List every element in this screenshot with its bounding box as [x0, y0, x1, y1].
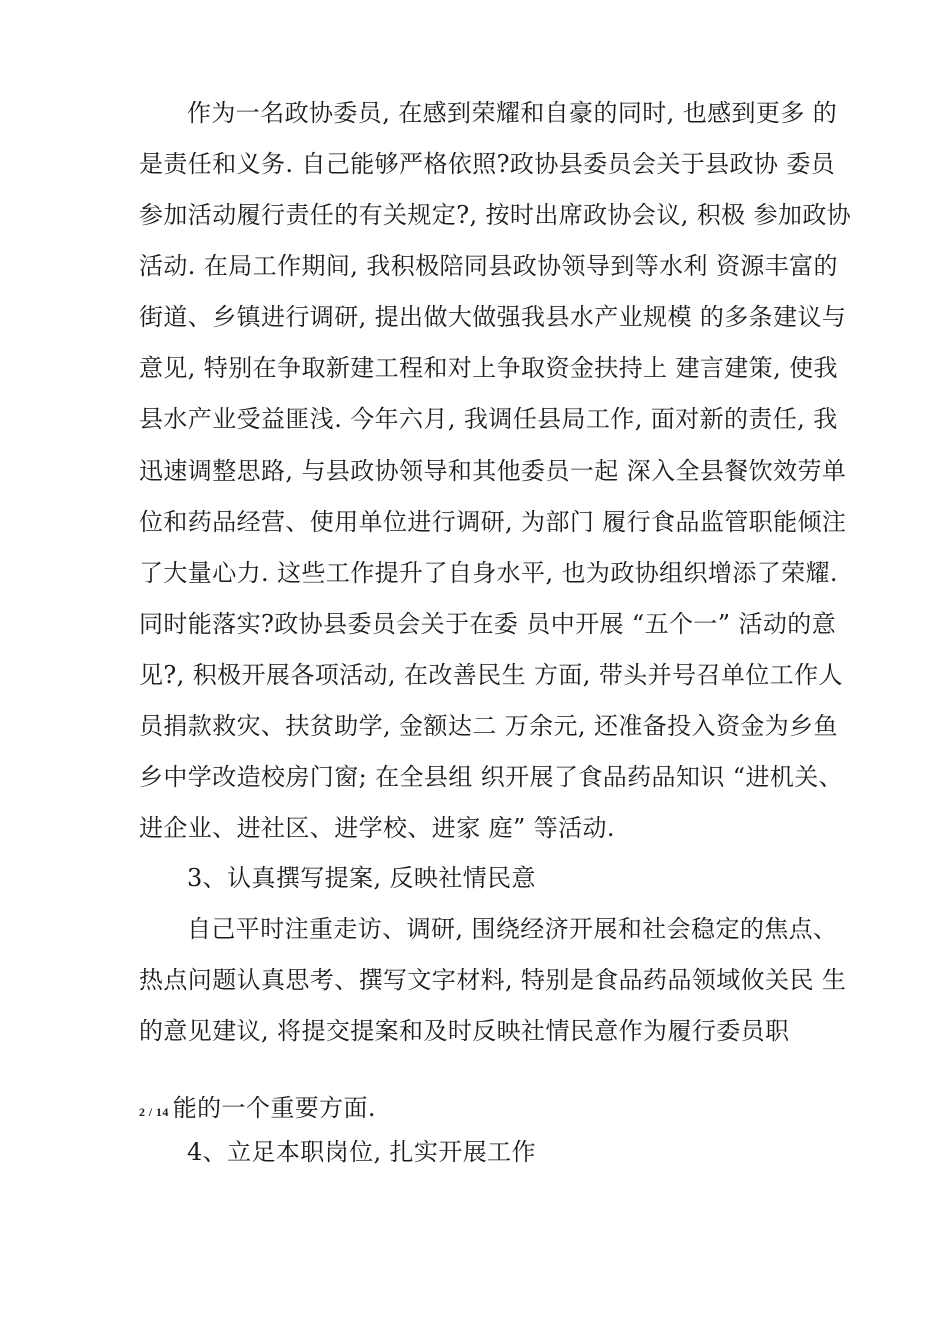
continued-text: 能的一个重要方面.	[172, 1094, 376, 1122]
page-number: 2 / 14	[139, 1105, 169, 1119]
paragraph-line: 意见, 特别在争取新建工程和对上争取资金扶持上 建言建策, 使我	[139, 354, 838, 382]
section-heading-3: 3、认真撰写提案, 反映社情民意	[187, 864, 536, 892]
section-heading-4: 4、立足本职岗位, 扎实开展工作	[187, 1138, 536, 1166]
paragraph-line: 活动. 在局工作期间, 我积极陪同县政协领导到等水利 资源丰富的	[139, 252, 838, 280]
paragraph-line: 参加活动履行责任的有关规定?, 按时出席政协会议, 积极 参加政协	[139, 201, 852, 229]
paragraph-line: 县水产业受益匪浅. 今年六月, 我调任县局工作, 面对新的责任, 我	[139, 405, 838, 433]
paragraph-line: 了大量心力. 这些工作提升了自身水平, 也为政协组织增添了荣耀.	[139, 559, 838, 587]
paragraph-line: 同时能落实?政协县委员会关于在委 员中开展 “五个一” 活动的意	[139, 610, 837, 638]
paragraph-line: 迅速调整思路, 与县政协领导和其他委员一起 深入全县餐饮效劳单	[139, 457, 847, 485]
paragraph-line: 见?, 积极开展各项活动, 在改善民生 方面, 带头并号召单位工作人	[139, 661, 843, 689]
paragraph-line: 位和药品经营、使用单位进行调研, 为部门 履行食品监管职能倾注	[139, 508, 847, 536]
paragraph-line: 热点问题认真思考、撰写文字材料, 特别是食品药品领域攸关民 生	[139, 966, 847, 994]
paragraph-line: 的意见建议, 将提交提案和及时反映社情民意作为履行委员职	[139, 1017, 790, 1045]
paragraph-line: 员捐款救灾、扶贫助学, 金额达二 万余元, 还准备投入资金为乡鱼	[139, 712, 838, 740]
paragraph-line: 进企业、进社区、进学校、进家 庭” 等活动.	[139, 814, 615, 842]
paragraph-line: 是责任和义务. 自己能够严格依照?政协县委员会关于县政协 委员	[139, 150, 836, 178]
paragraph-line: 街道、乡镇进行调研, 提出做大做强我县水产业规模 的多条建议与	[139, 303, 847, 331]
paragraph-line: 作为一名政协委员, 在感到荣耀和自豪的同时, 也感到更多 的	[187, 99, 838, 127]
paragraph-line: 自己平时注重走访、调研, 围绕经济开展和社会稳定的焦点、	[187, 915, 838, 943]
paragraph-line: 乡中学改造校房门窗; 在全县组 织开展了食品药品知识 “进机关、	[139, 763, 844, 791]
page-footer-line	[139, 1093, 376, 1127]
